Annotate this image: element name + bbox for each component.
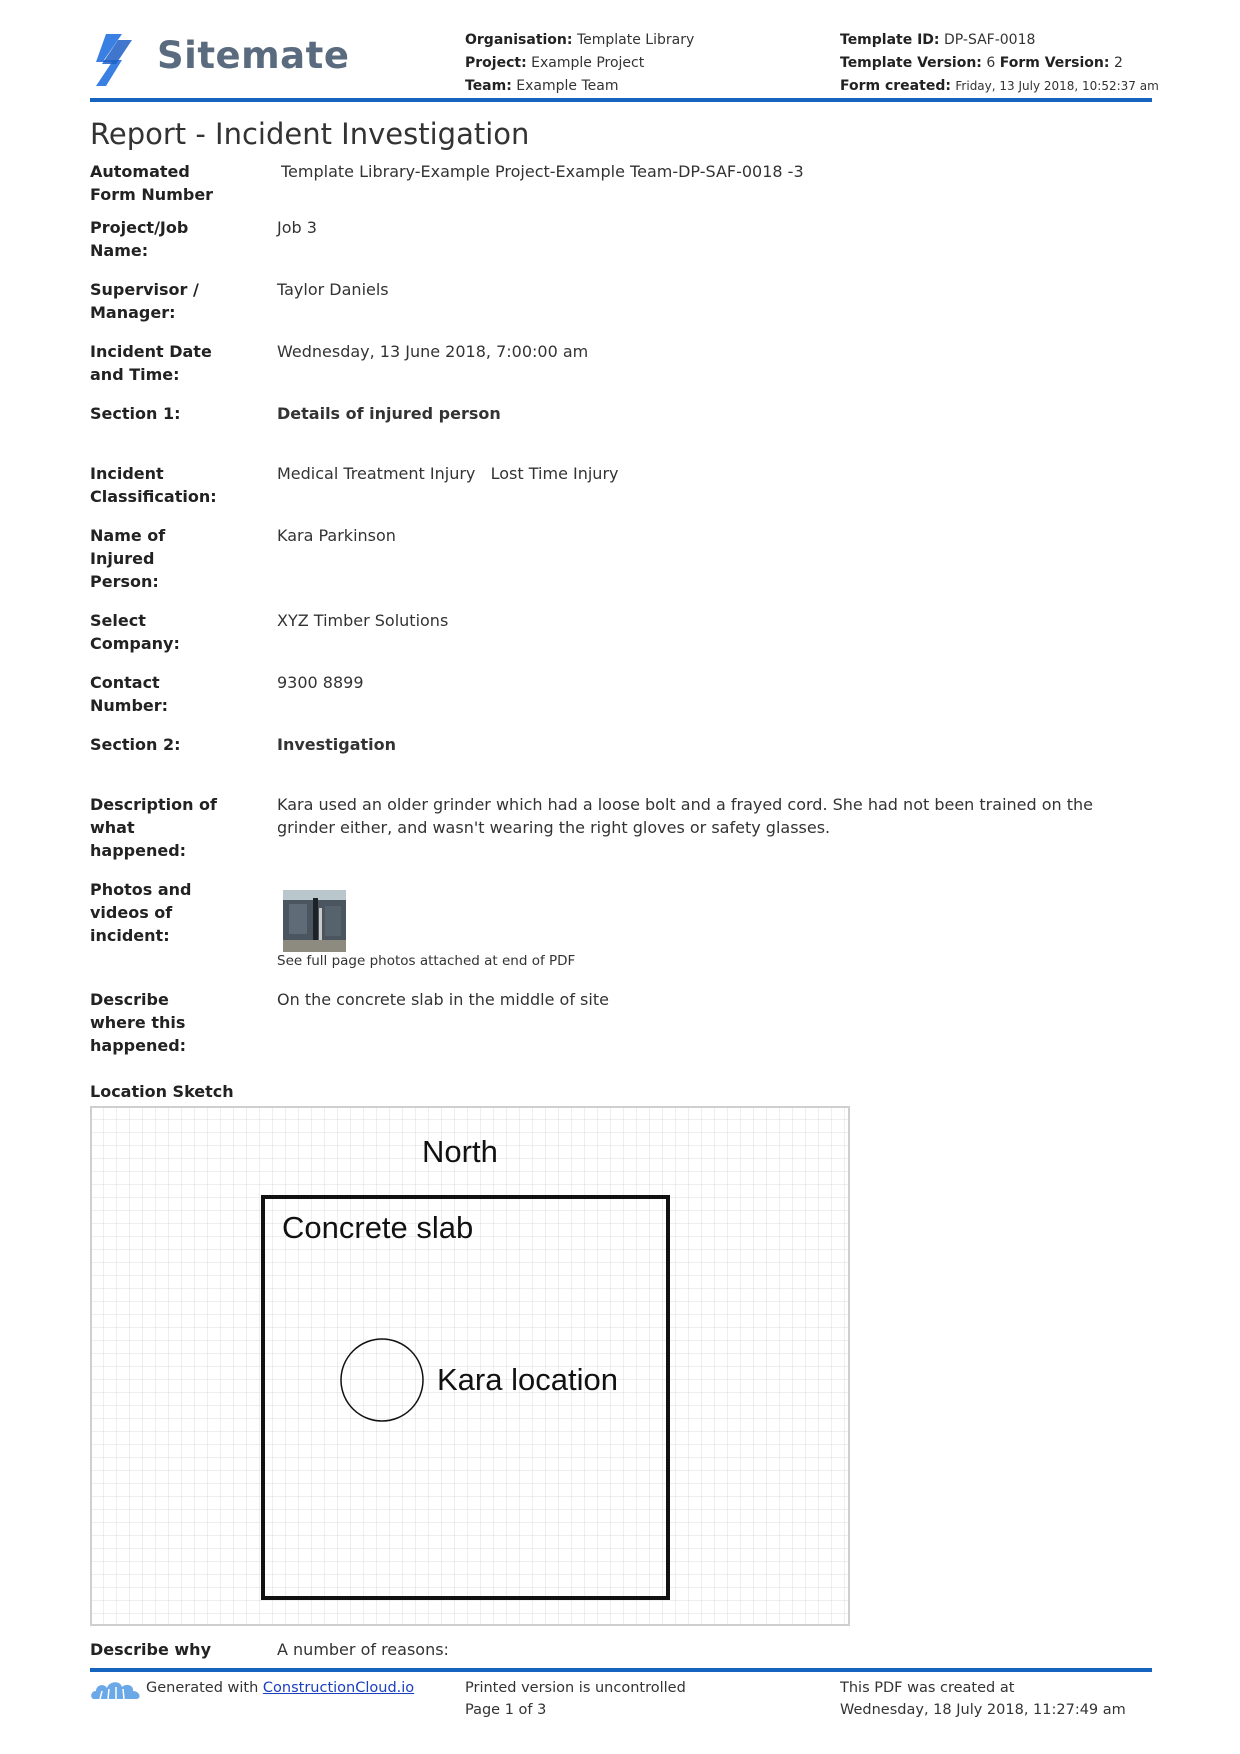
why-value: A number of reasons: [277,1640,449,1659]
organisation-label: Organisation: [465,32,573,48]
construction-cloud-icon [90,1677,142,1701]
sketch-slab-text: Concrete slab [282,1210,474,1245]
footer-created-info [840,1677,1126,1721]
supervisor-value: Taylor Daniels [277,280,389,299]
template-id-label: Template ID: [840,32,940,48]
sketch-north-text: North [422,1134,498,1169]
generated-prefix: Generated with [146,1680,263,1696]
company-label: Select Company: [90,611,180,653]
section2-title: Investigation [277,735,397,754]
header-meta-template [840,29,1159,98]
pdf-created-value: Wednesday, 18 July 2018, 11:27:49 am [840,1702,1126,1718]
description-value: Kara used an older grinder which had a loose bolt and a frayed cord. She had not been trained on the grinder either, and wasn't wearing the right gloves or safety glasses. [277,795,1094,837]
pdf-created-label: This PDF was created at [840,1680,1015,1696]
project-value: Example Project [531,55,645,71]
classification-value: Medical Treatment Injury Lost Time Injury [277,464,619,483]
injured-name-value: Kara Parkinson [277,526,396,545]
header-divider [90,98,1152,102]
header-meta-project [465,29,694,98]
footer-print-info [465,1677,686,1721]
incident-datetime-value: Wednesday, 13 June 2018, 7:00:00 am [277,342,589,361]
photo-image-icon [283,890,346,952]
classification-label: Incident Classification: [90,464,217,506]
form-number-value: Template Library-Example Project-Example Team-DP-SAF-0018 -3 [281,162,804,181]
construction-cloud-link[interactable]: ConstructionCloud.io [262,1680,415,1696]
brand-name: Sitemate [157,34,350,77]
form-created-label: Form created: [840,78,951,94]
photos-label: Photos and videos of incident: [90,880,192,945]
why-label: Describe why [90,1640,211,1659]
section1-label: Section 1: [90,404,181,423]
section1-title: Details of injured person [277,404,501,423]
organisation-value: Template Library [576,32,695,48]
injured-name-label: Name of Injured Person: [90,526,166,591]
location-sketch [90,1106,850,1626]
footer-divider [90,1668,1152,1672]
team-label: Team: [465,78,512,94]
project-job-label: Project/Job Name: [90,218,189,260]
contact-value: 9300 8899 [277,673,364,692]
contact-label: Contact Number: [90,673,169,715]
supervisor-label: Supervisor / Manager: [90,280,199,322]
project-job-value: Job 3 [277,218,317,237]
form-version-value: 2 [1113,55,1123,71]
uncontrolled-text: Printed version is uncontrolled [465,1680,686,1696]
location-sketch-label: Location Sketch [90,1082,234,1101]
form-created-value: Friday, 13 July 2018, 10:52:37 am [955,79,1159,93]
description-label: Description of what happened: [90,795,218,860]
template-version-label: Template Version: [840,55,982,71]
incident-photo-thumbnail[interactable] [283,890,346,952]
where-value: On the concrete slab in the middle of site [277,990,609,1009]
form-version-label: Form Version: [999,55,1110,71]
form-number-label: Automated Form Number [90,162,214,204]
page-number: Page 1 of 3 [465,1702,547,1718]
project-label: Project: [465,55,527,71]
generated-with [146,1677,414,1699]
company-value: XYZ Timber Solutions [277,611,449,630]
page-title: Report - Incident Investigation [90,117,530,151]
incident-datetime-label: Incident Date and Time: [90,342,212,384]
template-id-value: DP-SAF-0018 [943,32,1036,48]
sitemate-logo-icon [92,30,136,90]
sketch-person-text: Kara location [437,1362,618,1397]
team-value: Example Team [516,78,619,94]
where-label: Describe where this happened: [90,990,187,1055]
section2-label: Section 2: [90,735,181,754]
template-version-value: 6 [986,55,996,71]
photos-caption: See full page photos attached at end of PDF [277,953,576,969]
